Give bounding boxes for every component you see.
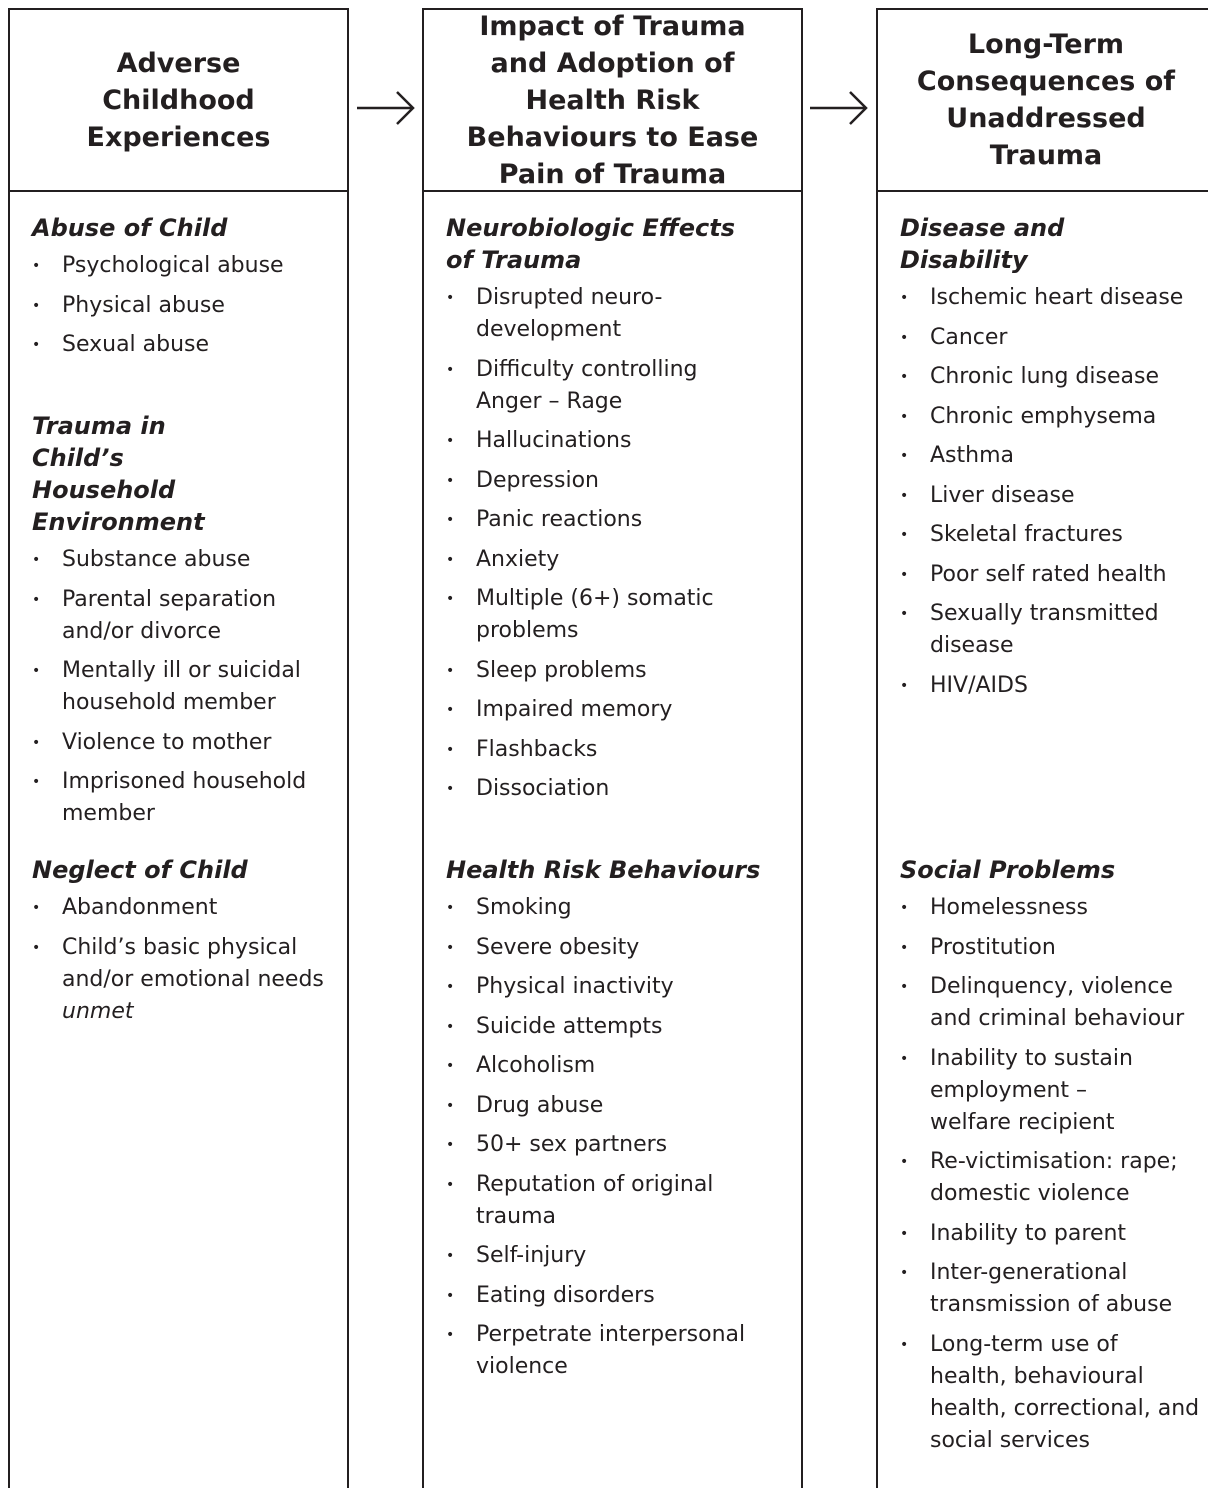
bullet-icon: • [32, 591, 41, 608]
bullet-icon: • [446, 1137, 455, 1153]
column-header [10, 10, 347, 192]
list-item: • Ischemic heart disease [878, 282, 1208, 314]
bullet-icon: • [900, 900, 909, 916]
bullet-icon: • [446, 1287, 455, 1304]
list-item: • Impaired memory [424, 694, 801, 726]
list-item: • Long-term use of health, behavioural health, correctional, and social services [878, 1329, 1206, 1457]
bullet-icon: • [900, 939, 909, 956]
list-item: • Suicide attempts [424, 1011, 801, 1043]
list-item: • Asthma [878, 440, 1208, 472]
list-item: • Homelessness [878, 892, 1208, 924]
bullet-icon: • [32, 774, 41, 790]
list-item: • Delinquency, violence and criminal behaviour [878, 971, 1208, 1035]
column-title: Adverse Childhood Experiences [86, 47, 271, 153]
bullet-icon: • [446, 433, 455, 449]
list-item: • Physical abuse [10, 290, 347, 322]
bullet-icon: • [900, 1050, 909, 1067]
list-item: • Multiple (6+) somatic problems [424, 583, 732, 647]
section-heading: Social Problems [900, 856, 1116, 884]
item-list [10, 544, 347, 830]
bullet-icon: • [32, 734, 41, 751]
bullet-icon: • [446, 900, 455, 916]
unmet-emphasis: unmet [62, 998, 134, 1024]
item-list [10, 892, 347, 1028]
bullet-icon: • [900, 566, 909, 583]
column-title: Long-Term Consequences of Unaddressed Trauma [916, 29, 1176, 171]
bullet-icon: • [446, 781, 455, 797]
bullet-icon: • [32, 663, 41, 679]
list-item: • Reputation of original trauma [424, 1169, 762, 1233]
list-item: • Inter-generational transmission of abuse [878, 1257, 1208, 1321]
list-item: • Severe obesity [424, 932, 801, 964]
bullet-icon: • [32, 337, 41, 353]
list-item: • Violence to mother [10, 727, 347, 759]
bullet-icon: • [446, 361, 455, 378]
list-item: • Child’s basic physical and/or emotional needs unmet [10, 932, 347, 1028]
column-long-term-consequences [876, 8, 1208, 1488]
list-item: • HIV/AIDS [878, 670, 1208, 702]
list-item: • Depression [424, 465, 801, 497]
section-neurobiologic-effects [424, 212, 801, 813]
list-item: • Panic reactions [424, 504, 801, 536]
right-arrow-icon [809, 88, 869, 128]
list-item: • 50+ sex partners [424, 1129, 801, 1161]
list-item: • Poor self rated health [878, 559, 1208, 591]
list-item: • Self-injury [424, 1240, 801, 1272]
list-item: • Sleep problems [424, 655, 801, 687]
item-list [878, 282, 1208, 702]
bullet-icon: • [900, 527, 909, 543]
list-item: • Psychological abuse [10, 250, 347, 282]
bullet-icon: • [900, 1265, 909, 1281]
right-arrow-icon [356, 88, 416, 128]
section-abuse-of-child [10, 212, 347, 369]
bullet-icon: • [900, 408, 909, 425]
bullet-icon: • [446, 702, 455, 718]
bullet-icon: • [900, 1225, 909, 1242]
section-neglect-of-child [10, 854, 347, 1035]
list-item: • Physical inactivity [424, 971, 801, 1003]
list-item: • Hallucinations [424, 425, 801, 457]
bullet-icon: • [446, 979, 455, 995]
list-item: • Disrupted neuro-development [424, 282, 692, 346]
list-item: • Dissociation [424, 773, 801, 805]
bullet-icon: • [32, 552, 41, 568]
list-item: • Inability to sustain employment – welfare recipient [878, 1043, 1166, 1139]
bullet-icon: • [900, 487, 909, 504]
list-item: • Anxiety [424, 544, 801, 576]
bullet-icon: • [900, 1336, 909, 1353]
bullet-icon: • [446, 551, 455, 568]
section-disease-and-disability [878, 212, 1208, 709]
bullet-icon: • [446, 1018, 455, 1035]
list-item: • Mentally ill or suicidal household member [10, 655, 347, 719]
list-item: • Difficulty controlling Anger – Rage [424, 354, 732, 418]
section-heading: Neglect of Child [32, 856, 248, 884]
section-heading: Health Risk Behaviours [446, 856, 761, 884]
bullet-icon: • [900, 329, 909, 346]
column-impact-of-trauma [422, 8, 803, 1488]
bullet-icon: • [32, 900, 41, 916]
bullet-icon: • [900, 979, 909, 995]
list-item: • Inability to parent [878, 1218, 1208, 1250]
bullet-icon: • [900, 606, 909, 622]
section-heading: Trauma in Child’s Household Environment [32, 412, 205, 536]
list-item: • Parental separation and/or divorce [10, 584, 298, 648]
bullet-icon: • [446, 591, 455, 607]
item-list [878, 892, 1208, 1457]
bullet-icon: • [900, 677, 909, 694]
list-item: • Re-victimisation: rape; domestic violence [878, 1146, 1208, 1210]
item-list [424, 892, 801, 1383]
section-social-problems [878, 854, 1208, 1464]
list-item: • Sexually transmitted disease [878, 598, 1208, 662]
bullet-icon: • [900, 1154, 909, 1170]
list-item: • Sexual abuse [10, 329, 347, 361]
bullet-icon: • [446, 290, 455, 306]
column-title: Impact of Trauma and Adoption of Health Risk Behaviours to Ease Pain of Trauma [466, 10, 759, 190]
section-heading: Abuse of Child [32, 214, 228, 242]
column-header [424, 10, 801, 192]
bullet-icon: • [446, 1058, 455, 1074]
list-item: • Perpetrate interpersonal violence [424, 1319, 782, 1383]
list-item: • Imprisoned household member [10, 766, 347, 830]
bullet-icon: • [32, 297, 41, 314]
bullet-icon: • [446, 662, 455, 679]
bullet-icon: • [446, 472, 455, 489]
section-heading: Neurobiologic Effects of Trauma [446, 214, 736, 274]
list-item: • Liver disease [878, 480, 1208, 512]
column-adverse-childhood-experiences [8, 8, 349, 1488]
bullet-icon: • [32, 939, 41, 956]
list-item: • Alcoholism [424, 1050, 801, 1082]
bullet-icon: • [900, 290, 909, 306]
list-item: • Substance abuse [10, 544, 347, 576]
item-list [424, 282, 801, 805]
list-item: • Chronic emphysema [878, 401, 1208, 433]
bullet-icon: • [446, 1248, 455, 1264]
list-item: • Flashbacks [424, 734, 801, 766]
column-header [878, 10, 1208, 192]
list-item: • Eating disorders [424, 1280, 801, 1312]
section-health-risk-behaviours [424, 854, 801, 1391]
bullet-icon: • [446, 512, 455, 528]
bullet-icon: • [446, 1327, 455, 1343]
bullet-icon: • [446, 939, 455, 956]
bullet-icon: • [900, 369, 909, 385]
item-list [10, 250, 347, 361]
bullet-icon: • [900, 448, 909, 464]
list-item: • Abandonment [10, 892, 347, 924]
list-item: • Cancer [878, 322, 1208, 354]
list-item: • Smoking [424, 892, 801, 924]
section-trauma-household [10, 410, 347, 838]
list-item: • Skeletal fractures [878, 519, 1208, 551]
bullet-icon: • [446, 1097, 455, 1114]
bullet-icon: • [446, 1176, 455, 1193]
section-heading: Disease and Disability [900, 214, 1065, 274]
list-item: • Prostitution [878, 932, 1208, 964]
list-item: • Drug abuse [424, 1090, 801, 1122]
bullet-icon: • [446, 741, 455, 758]
bullet-icon: • [32, 258, 41, 274]
list-item: • Chronic lung disease [878, 361, 1208, 393]
